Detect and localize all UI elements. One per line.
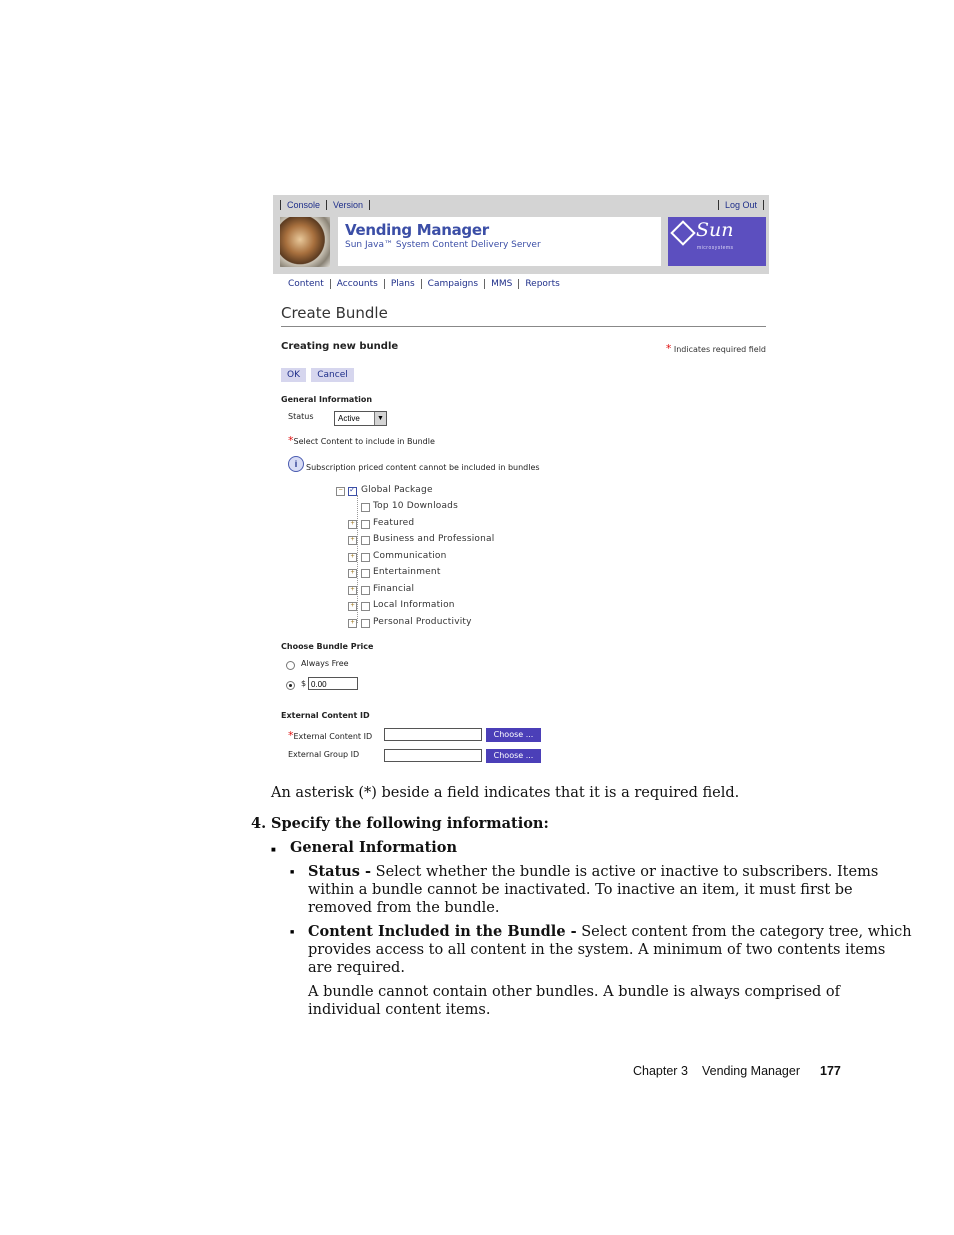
collapse-icon[interactable]: − — [336, 487, 345, 496]
bundle-note-line: individual content items. — [308, 1002, 491, 1018]
checkbox-tree-item[interactable] — [361, 619, 370, 628]
tab-accounts[interactable]: Accounts — [330, 279, 384, 289]
status-description-line: removed from the bundle. — [308, 900, 500, 916]
tree-root-label: Global Package — [361, 485, 433, 495]
status-select[interactable] — [334, 411, 387, 426]
tab-content[interactable]: Content — [288, 279, 324, 289]
cancel-button[interactable]: Cancel — [311, 368, 354, 382]
required-asterisk-icon: * — [288, 729, 294, 742]
price-radio[interactable] — [286, 681, 295, 690]
sun-diamond-icon — [670, 220, 695, 245]
checkbox-global-package[interactable] — [348, 487, 357, 496]
status-value: Active — [338, 414, 360, 423]
app-title: Vending Manager — [345, 221, 489, 239]
step-number: 4. — [251, 815, 267, 832]
coins-image — [280, 217, 330, 267]
choose-group-button[interactable]: Choose ... — [486, 749, 541, 763]
title-divider — [281, 326, 766, 327]
bullet-square-icon: ■ — [271, 845, 276, 854]
expand-icon[interactable]: + — [348, 586, 357, 595]
always-free-label: Always Free — [301, 659, 349, 668]
header-bar — [273, 195, 769, 274]
expand-icon[interactable]: + — [348, 619, 357, 628]
app-subtitle: Sun Java™ System Content Delivery Server — [345, 240, 541, 250]
chevron-down-icon: ▼ — [374, 412, 386, 425]
price-heading: Choose Bundle Price — [281, 642, 374, 651]
external-content-label: *External Content ID — [288, 729, 373, 742]
price-input[interactable]: 0.00 — [308, 677, 358, 690]
ok-button[interactable]: OK — [281, 368, 306, 382]
general-info-item: General Information — [290, 839, 457, 856]
tree-item-label: Top 10 Downloads — [373, 501, 458, 511]
expand-icon[interactable]: + — [348, 569, 357, 578]
page-number: 177 — [820, 1064, 841, 1078]
content-description-line: are required. — [308, 960, 405, 976]
expand-icon[interactable]: + — [348, 536, 357, 545]
footer-chapter: Chapter 3 — [633, 1064, 688, 1078]
bullet-square-icon: ■ — [290, 869, 295, 876]
app-title-box — [338, 217, 661, 266]
choose-content-button[interactable]: Choose ... — [486, 728, 541, 742]
bullet-square-icon: ■ — [290, 929, 295, 936]
expand-icon[interactable]: + — [348, 553, 357, 562]
external-heading: External Content ID — [281, 711, 370, 720]
bundle-note-line: A bundle cannot contain other bundles. A bundle is always comprised of — [308, 984, 841, 1000]
footer-chapter-title: Vending Manager — [702, 1064, 800, 1078]
always-free-radio[interactable] — [286, 661, 295, 670]
status-description: Status - Select whether the bundle is active or inactive to subscribers. Items — [308, 863, 879, 880]
tab-plans[interactable]: Plans — [384, 279, 421, 289]
content-description-line: provides access to all content in the system. A minimum of two contents items — [308, 942, 886, 958]
required-asterisk-icon: * — [288, 434, 294, 447]
content-description: Content Included in the Bundle - Select content from the category tree, which — [308, 923, 912, 940]
page-title: Create Bundle — [281, 304, 388, 322]
status-label: Status — [288, 412, 314, 421]
tree-item-label: Personal Productivity — [373, 617, 472, 627]
section-heading: Creating new bundle — [281, 341, 399, 352]
checkbox-tree-item[interactable] — [361, 569, 370, 578]
currency-symbol: $ — [301, 679, 307, 688]
external-content-input[interactable] — [384, 728, 482, 741]
checkbox-tree-item[interactable] — [361, 586, 370, 595]
tab-campaigns[interactable]: Campaigns — [421, 279, 484, 289]
expand-icon[interactable]: + — [348, 520, 357, 529]
checkbox-tree-item[interactable] — [361, 553, 370, 562]
console-link[interactable]: Console — [280, 200, 326, 210]
select-content-label: *Select Content to include in Bundle — [288, 434, 435, 447]
general-info-heading: General Information — [281, 395, 373, 404]
sun-logo — [668, 217, 766, 266]
tree-line — [357, 495, 358, 623]
info-note: Subscription priced content cannot be included in bundles — [306, 463, 540, 472]
external-group-label: External Group ID — [288, 750, 360, 759]
checkbox-tree-item[interactable] — [361, 503, 370, 512]
checkbox-tree-item[interactable] — [361, 520, 370, 529]
required-note-text: Indicates required field — [673, 345, 766, 354]
step-text: Specify the following information: — [271, 815, 549, 832]
external-group-input[interactable] — [384, 749, 482, 762]
checkbox-tree-item[interactable] — [361, 536, 370, 545]
sun-logo-text: Sun — [696, 219, 734, 241]
status-description-line: within a bundle cannot be inactivated. To inactive an item, it must first be — [308, 882, 853, 898]
tree-item-label: Featured — [373, 518, 415, 528]
tree-item-label: Entertainment — [373, 567, 441, 577]
tree-item-label: Business and Professional — [373, 534, 495, 544]
checkbox-tree-item[interactable] — [361, 602, 370, 611]
asterisk-note: An asterisk (*) beside a field indicates that it is a required field. — [271, 785, 740, 801]
top-links — [280, 200, 370, 210]
nav-tabs — [286, 279, 566, 289]
tree-item-label: Financial — [373, 584, 415, 594]
expand-icon[interactable]: + — [348, 602, 357, 611]
tab-reports[interactable]: Reports — [518, 279, 566, 289]
logout-link[interactable]: Log Out — [718, 200, 764, 210]
required-asterisk-icon: * — [665, 342, 672, 355]
tab-mms[interactable]: MMS — [484, 279, 518, 289]
tree-item-label: Local Information — [373, 600, 455, 610]
screenshot-figure — [273, 195, 769, 773]
info-icon: i — [288, 456, 304, 472]
tree-item-label: Communication — [373, 551, 447, 561]
required-note — [666, 342, 766, 355]
version-link[interactable]: Version — [326, 200, 370, 210]
sun-logo-subtext: microsystems — [697, 245, 734, 251]
